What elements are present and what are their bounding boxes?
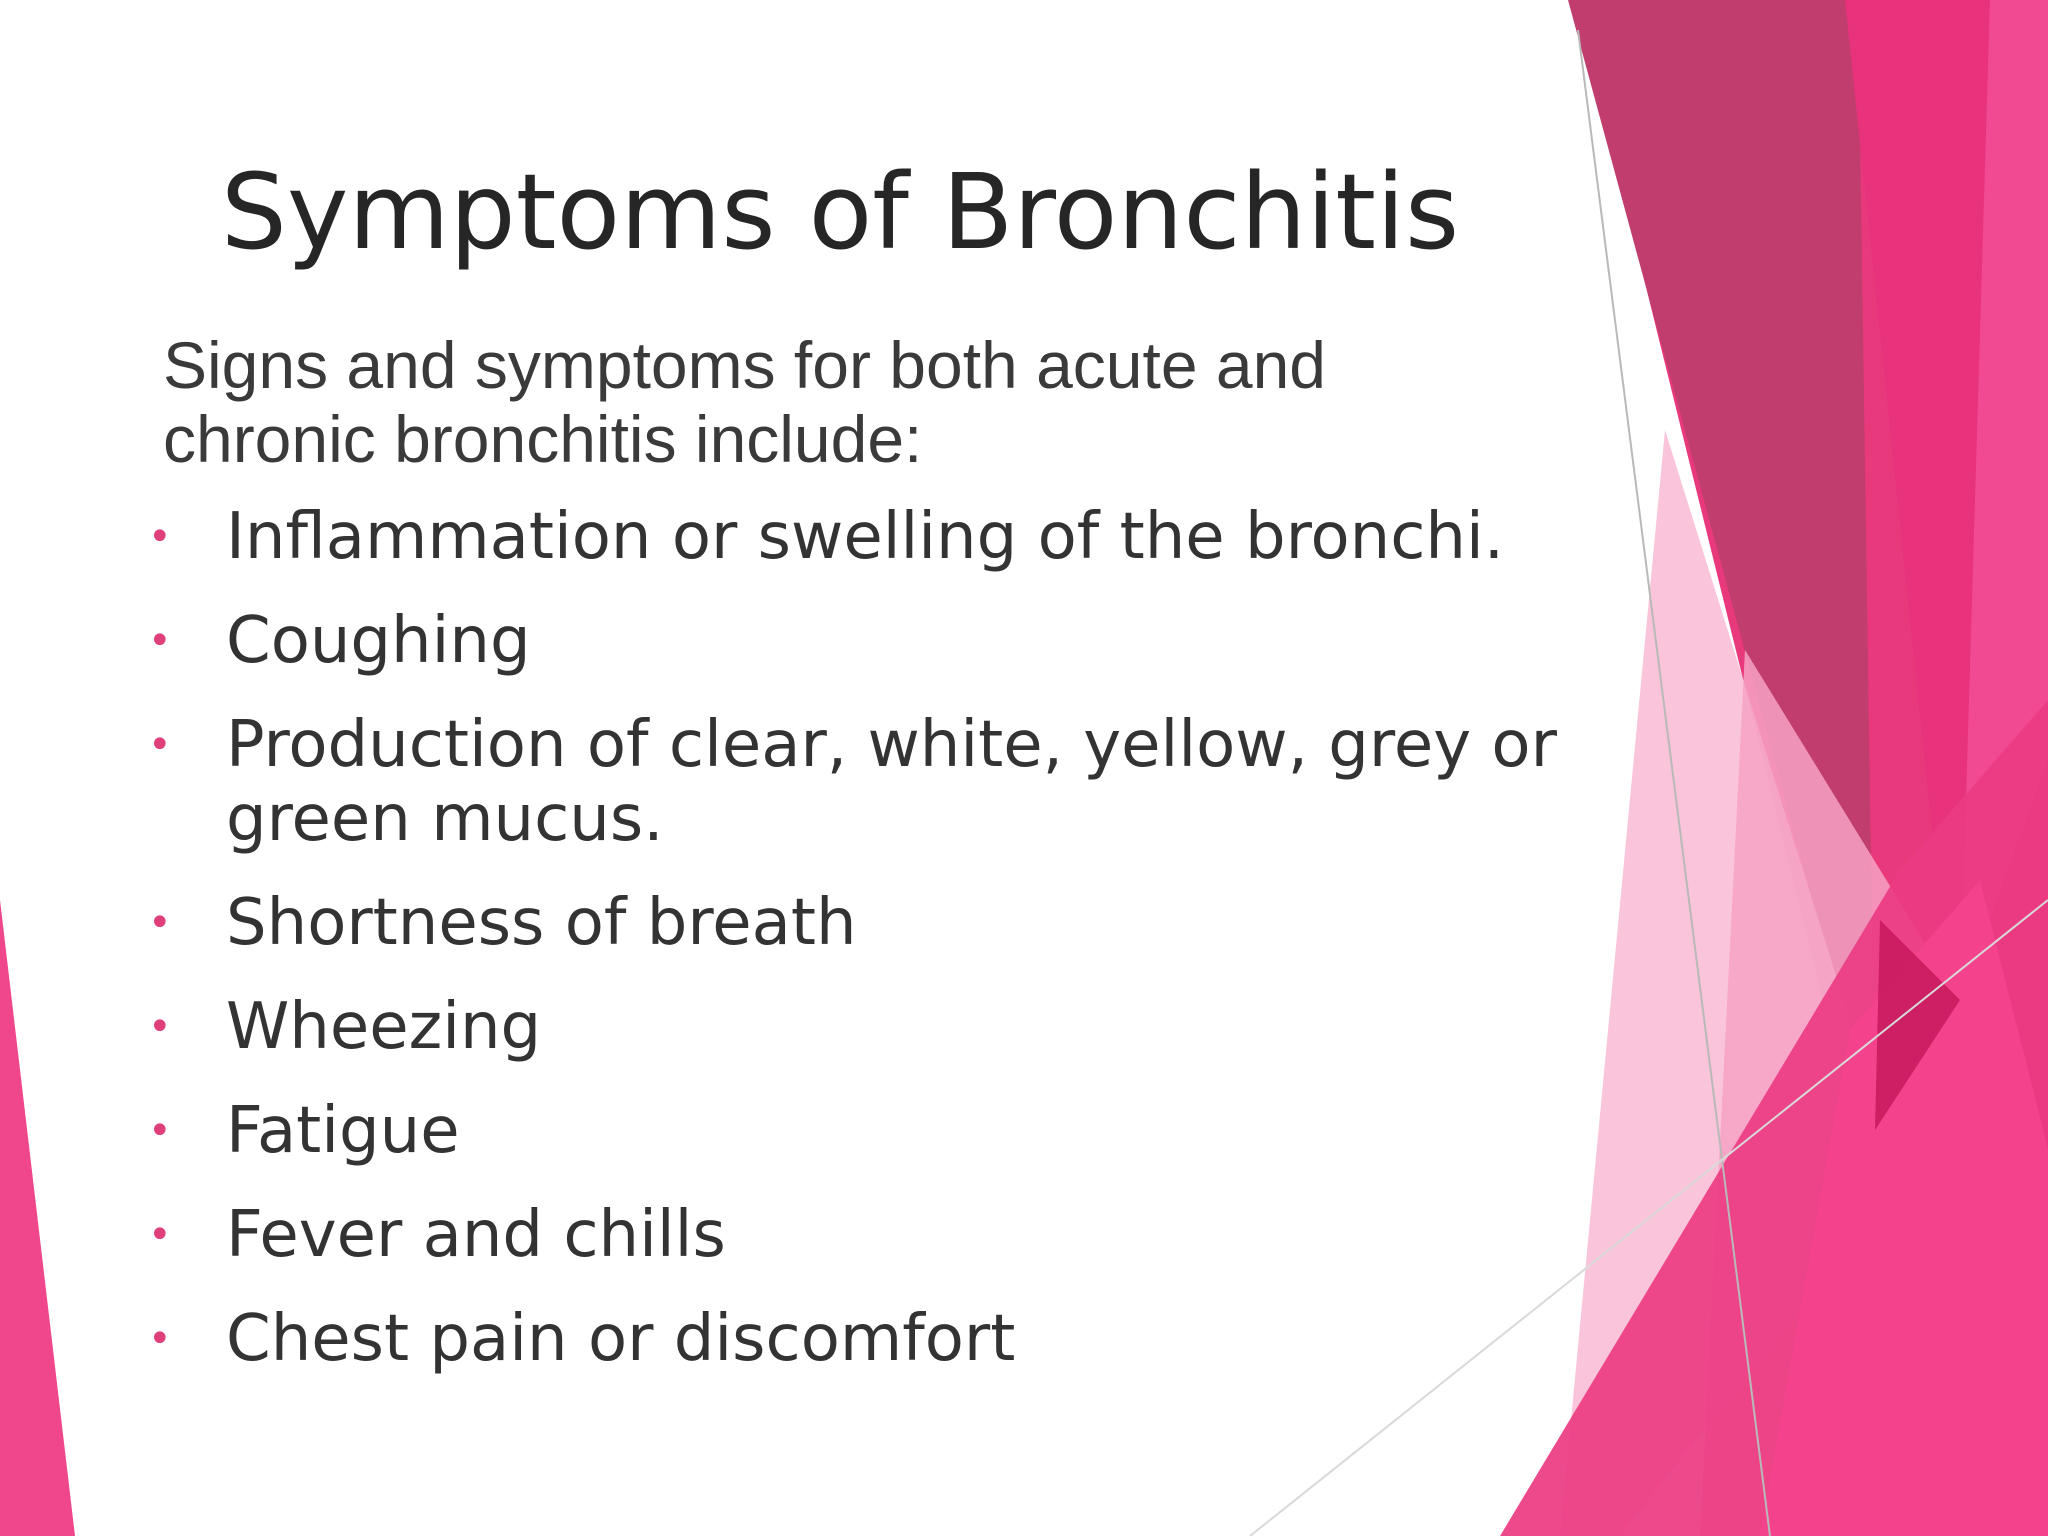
list-item bbox=[140, 500, 1560, 574]
list-item-text: Inflammation or swelling of the bronchi. bbox=[226, 500, 1505, 574]
list-item-text: Fatigue bbox=[226, 1094, 460, 1168]
list-item bbox=[140, 1302, 1560, 1376]
bullet-dot-icon: • bbox=[148, 618, 172, 664]
left-pink-sliver bbox=[0, 900, 75, 1536]
list-item-text: Shortness of breath bbox=[226, 886, 857, 960]
bullet-dot-icon: • bbox=[148, 1316, 172, 1362]
list-item bbox=[140, 1094, 1560, 1168]
intro-text: Signs and symptoms for both acute and chronic bronchitis include: bbox=[163, 328, 1326, 476]
list-item-text: Coughing bbox=[226, 604, 531, 678]
bullet-dot-icon: • bbox=[148, 1108, 172, 1154]
list-item bbox=[140, 604, 1560, 678]
list-item-text: Wheezing bbox=[226, 990, 542, 1064]
bullet-dot-icon: • bbox=[148, 900, 172, 946]
list-item-text: Chest pain or discomfort bbox=[226, 1302, 1016, 1376]
slide-title: Symptoms of Bronchitis bbox=[220, 151, 1460, 273]
symptom-list bbox=[140, 500, 1560, 1406]
list-item-text: Production of clear, white, yellow, grey or green mucus. bbox=[226, 708, 1557, 856]
bullet-dot-icon: • bbox=[148, 1004, 172, 1050]
list-item bbox=[140, 990, 1560, 1064]
bullet-dot-icon: • bbox=[148, 722, 172, 768]
list-item bbox=[140, 886, 1560, 960]
bullet-dot-icon: • bbox=[148, 514, 172, 560]
bullet-dot-icon: • bbox=[148, 1212, 172, 1258]
list-item bbox=[140, 708, 1560, 856]
list-item bbox=[140, 1198, 1560, 1272]
list-item-text: Fever and chills bbox=[226, 1198, 726, 1272]
